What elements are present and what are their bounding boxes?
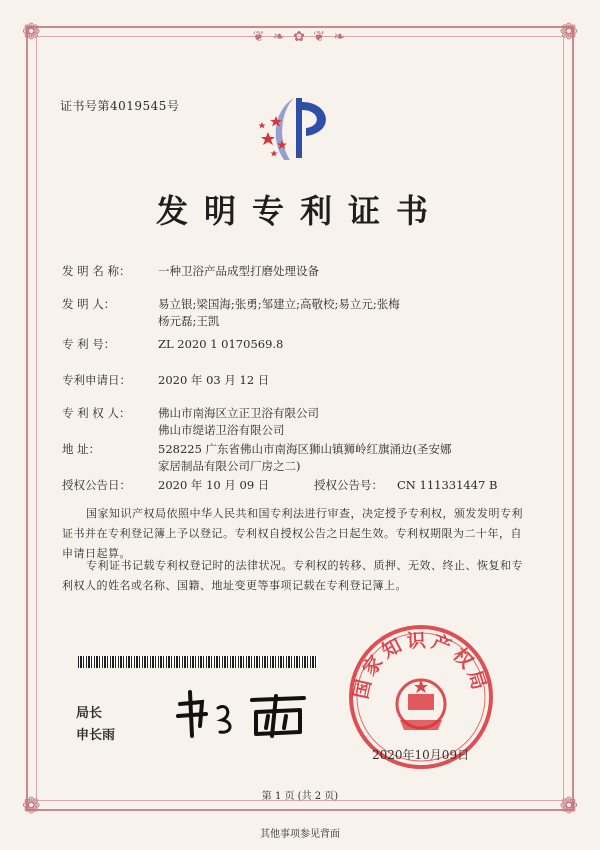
page-number: 第 1 页 (共 2 页)	[261, 791, 339, 802]
top-ornament: ❦ ❧ ✿ ❦ ❧	[252, 29, 348, 45]
director-title: 局长	[76, 706, 103, 721]
address-value	[158, 441, 558, 475]
grant-date-label: 授权公告日：	[62, 478, 131, 492]
inventors-label: 发 明 人：	[62, 297, 116, 311]
patent-number-row	[62, 336, 284, 353]
grant-number-label: 授权公告号：	[314, 478, 383, 492]
grant-row	[62, 477, 498, 494]
inventors-line-1: 易立银;梁国海;张勇;邹建立;高敬校;易立元;张梅	[158, 297, 400, 311]
inventors-row	[62, 296, 400, 328]
certificate-number: 证书号第4019545号	[60, 99, 180, 113]
seal-text: 国家知识产权局	[350, 629, 492, 701]
corner-ornament-bottom-right: ❁	[559, 794, 578, 819]
legal-paragraph-1: 国家知识产权局依照中华人民共和国专利法进行审查，决定授予专利权，颁发发明专利证书并在专利登记簿上予以登记。专利权自授权公告之日起生效。专利权期限为二十年，自申请日起算。	[62, 507, 523, 560]
patent-number-value: ZL 2020 1 0170569.8	[158, 337, 284, 351]
invention-name-row	[62, 263, 319, 280]
director-signature	[172, 686, 312, 740]
inventors-line-2: 杨元磊;王凯	[158, 314, 220, 328]
corner-ornament-top-right: ❁	[559, 20, 578, 45]
grant-date-value: 2020 年 10 月 09 日	[158, 478, 270, 492]
address-row	[62, 441, 452, 473]
patent-office-logo	[250, 92, 350, 164]
director-name: 申长雨	[76, 728, 116, 743]
seal-date: 2020年10月09日	[372, 748, 470, 762]
patentee-row	[62, 405, 319, 437]
filing-date-value: 2020 年 03 月 12 日	[158, 373, 270, 387]
barcode	[78, 656, 318, 668]
patent-number-label: 专 利 号：	[62, 337, 116, 351]
address-line-1: 528225 广东省佛山市南海区狮山镇狮岭红旗涌边(圣安娜	[158, 442, 452, 456]
grant-number-value: CN 111331447 B	[397, 478, 498, 492]
address-label: 地 址：	[62, 442, 101, 456]
patentee-line-2: 佛山市缇诺卫浴有限公司	[158, 423, 285, 437]
patentee-line-1: 佛山市南海区立正卫浴有限公司	[158, 406, 319, 420]
invention-name-label: 发 明 名 称：	[62, 264, 131, 278]
address-line-2: 家居制品有限公司厂房之二)	[158, 459, 301, 473]
legal-paragraph-2: 专利证书记载专利权登记时的法律状况。专利权的转移、质押、无效、终止、恢复和专利权人的姓名或名称、国籍、地址变更等事项记载在专利登记簿上。	[62, 559, 523, 592]
patentee-label: 专 利 权 人：	[62, 406, 131, 420]
filing-date-row	[62, 372, 270, 389]
inventors-value	[158, 296, 558, 330]
invention-name-value: 一种卫浴产品成型打磨处理设备	[158, 264, 319, 278]
certificate-title: 发明专利证书	[155, 192, 444, 230]
corner-ornament-bottom-left: ❁	[22, 794, 41, 819]
filing-date-label: 专利申请日：	[62, 373, 131, 387]
patentee-value	[158, 405, 558, 439]
footer-note: 其他事项参见背面	[260, 829, 340, 840]
corner-ornament-top-left: ❁	[22, 20, 41, 45]
